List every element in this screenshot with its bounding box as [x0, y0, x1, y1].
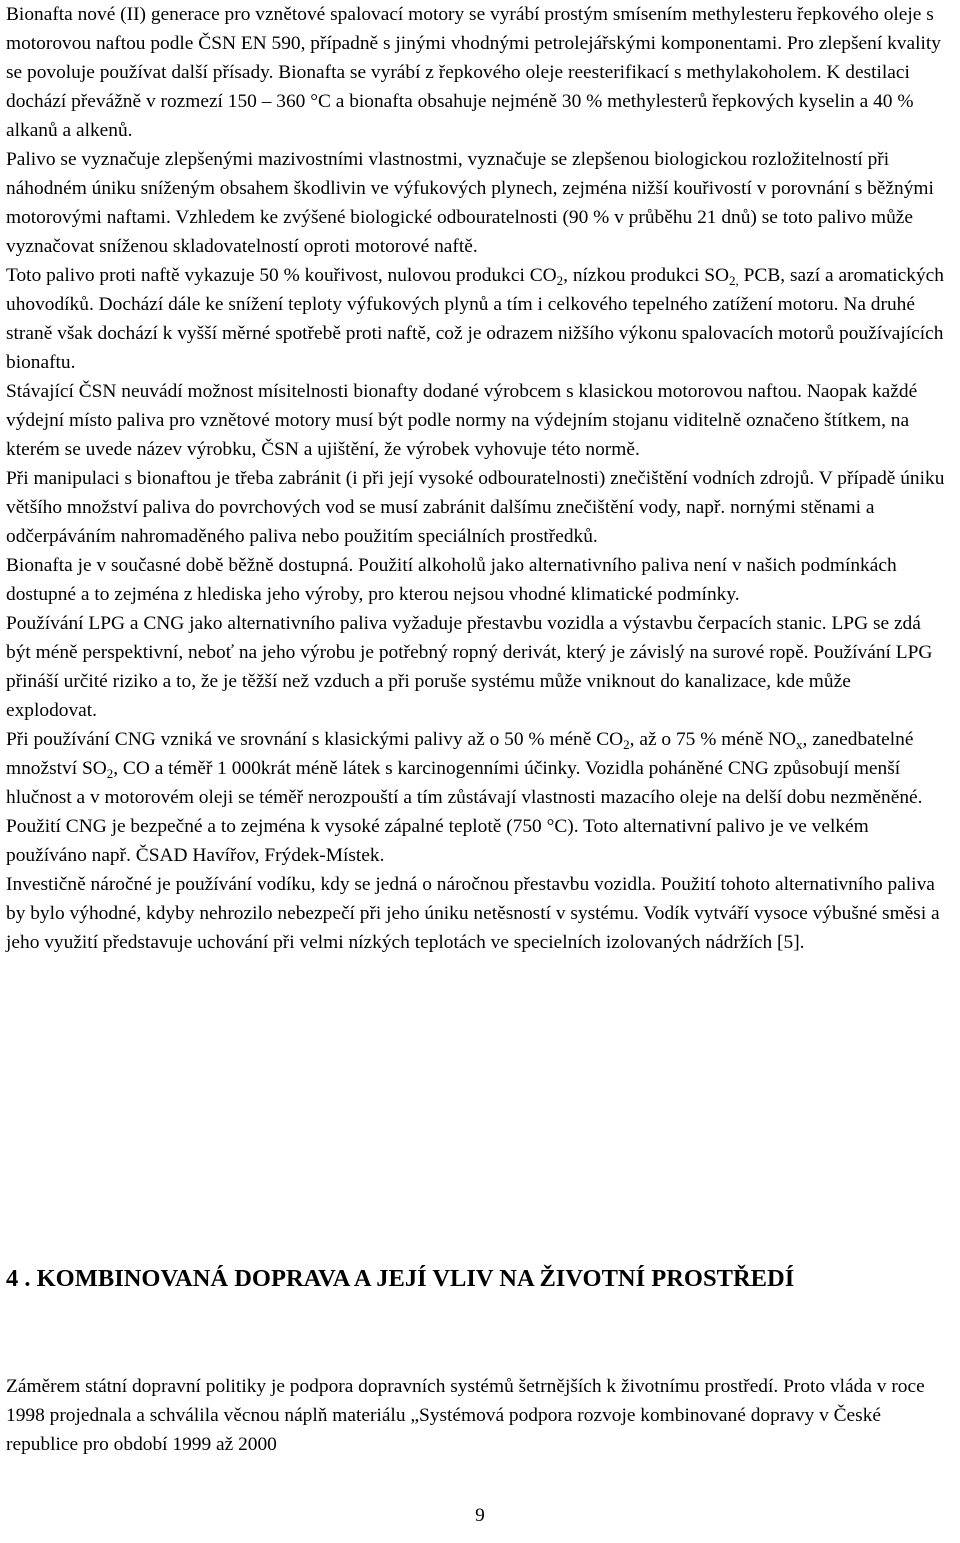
paragraph-fuel-properties: Palivo se vyznačuje zlepšenými mazivostními vlastnostmi, vyznačuje se zlepšenou biologickou rozložitelností při náhodném úniku sníženým obsahem škodlivin ve výfukových plynech, zejména nižší kouřivostí v porovnání s běžnými motorovými naftami. Vzhledem ke zvýšené biologické odbouratelnosti (90 % v průběhu 21 dnů) se toto palivo může vyznačovat sníženou skladovatelností oproti motorové naftě. [6, 149, 934, 257]
paragraph-bionafta-generation: Bionafta nové (II) generace pro vznětové spalovací motory se vyrábí prostým smísením methylesteru řepkového oleje s motorovou naftou podle ČSN EN 590, případně s jinými vhodnými petrolejářskými komponentami. Pro zlepšení kvality se povoluje používat další přísady. Bionafta se vyrábí z řepkového oleje reesterifikací s methylakoholem. K destilaci dochází převážně v rozmezí 150 – 360 °C a bionafta obsahuje nejméně 30 % methylesterů řepkových kyselin a 40 % alkanů a alkenů. [6, 4, 941, 141]
paragraph-csn-standard: Stávající ČSN neuvádí možnost mísitelnosti bionafty dodané výrobcem s klasickou motorovou naftou. Naopak každé výdejní místo paliva pro vznětové motory musí být podle normy na výdejním stojanu viditelně označeno štítkem, na kterém se uvede název výrobku, ČSN a ujištění, že výrobek vyhovuje této normě. [6, 381, 918, 460]
text-run: Při používání CNG vzniká ve srovnání s klasickými palivy až o 50 % méně CO [6, 729, 624, 750]
text-run: PCB, sazí a aromatických uhovodíků. Dochází dále ke snížení teploty výfukových plynů a tím i celkového tepelného zatížení motoru. Na druhé straně však dochází k vyšší měrné spotřebě proti naftě, což je odrazem nižšího výkonu spalovacích motorů používajících bionaftu. [6, 265, 944, 373]
paragraph-availability: Bionafta je v současné době běžně dostupná. Použití alkoholů jako alternativního paliva není v našich podmínkách dostupné a to zejména z hlediska jeho výroby, pro kterou nejsou vhodné klimatické podmínky. [6, 555, 897, 605]
text-run: Toto palivo proti naftě vykazuje 50 % kouřivost, nulovou produkci CO [6, 265, 557, 286]
page-number: 9 [475, 1505, 485, 1526]
subscript: 2 [623, 736, 630, 752]
section-heading: 4 . KOMBINOVANÁ DOPRAVA A JEJÍ VLIV NA ŽIVOTNÍ PROSTŘEDÍ [6, 1265, 795, 1292]
subscript: 2, [729, 272, 739, 288]
paragraph-hydrogen: Investičně náročné je používání vodíku, kdy se jedná o náročnou přestavbu vozidla. Použití tohoto alternativního paliva by bylo výhodné, kdyby nehrozilo nebezpečí při jeho úniku netěsností v systému. Vodík vytváří vysoce výbušné směsi a jeho využití představuje uchování při velmi nízkých teplotách ve specielních izolovaných nádržích [5]. [6, 874, 940, 953]
subscript: 2 [556, 272, 564, 288]
paragraph-cng-emissions [6, 725, 946, 870]
paragraph-emissions [6, 261, 946, 377]
subscript: 2 [106, 765, 114, 781]
text-run: , nízkou produkci SO [563, 265, 730, 286]
subscript: x [796, 736, 803, 752]
paragraph-lpg-cng: Používání LPG a CNG jako alternativního paliva vyžaduje přestavbu vozidla a výstavbu čerpacích stanic. LPG se zdá být méně perspektivní, neboť na jeho výrobu je potřebný ropný derivát, který je závislý na surové ropě. Používání LPG přináší určité riziko a to, že je těžší než vzduch a při poruše systému může vniknout do kanalizace, kde může explodovat. [6, 613, 933, 721]
paragraph-handling: Při manipulaci s bionaftou je třeba zabránit (i při její vysoké odbouratelnosti) znečištění vodních zdrojů. V případě úniku většího množství paliva do povrchových vod se musí zabránit dalšímu znečištění vody, např. nornými stěnami a odčerpáváním nahromaděného paliva nebo použitím speciálních prostředků. [6, 468, 945, 547]
text-run: , zanedbatelné množství SO [6, 729, 914, 779]
text-run: , až o 75 % méně NO [629, 729, 797, 750]
paragraph-transport-policy: Záměrem státní dopravní politiky je podpora dopravních systémů šetrnějších k životnímu prostředí. Proto vláda v roce 1998 projednala a schválila věcnou náplň materiálu „Systémová podpora rozvoje kombinované dopravy v České republice pro období 1999 až 2000 [6, 1376, 925, 1455]
section-body [6, 1372, 951, 1459]
text-run: , CO a téměř 1 000krát méně látek s karcinogenními účinky. Vozidla poháněné CNG způsobují menší hlučnost a v motorovém oleji se téměř nerozpouští a tím zůstávají vlastnosti mazacího oleje na delší dobu nezměněné. Použití CNG je bezpečné a to zejména k vysoké zápalné teplotě (750 °C). Toto alternativní palivo je ve velkém používáno např. ČSAD Havířov, Frýdek-Místek. [6, 758, 923, 866]
document-body [6, 0, 946, 957]
